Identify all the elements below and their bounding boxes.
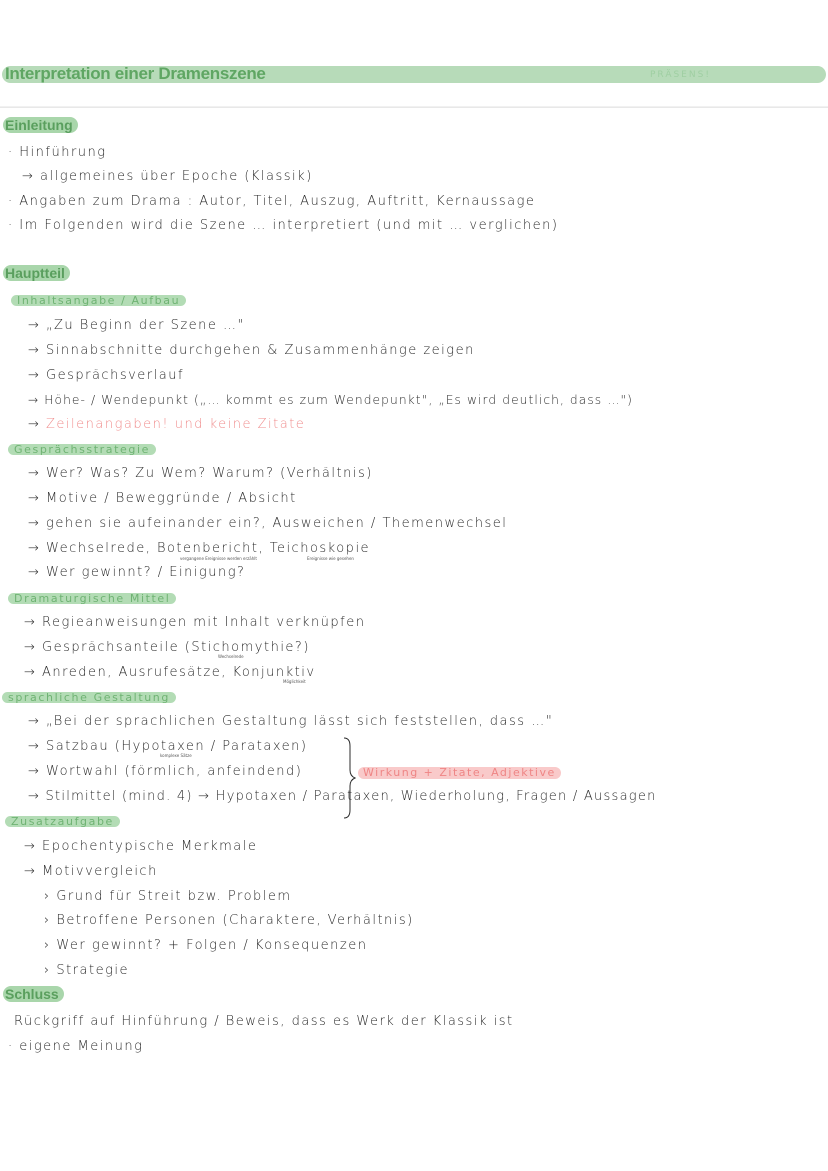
strategie-line-5: → Wer gewinnt? / Einigung? <box>28 565 246 580</box>
einleitung-line-4: · Im Folgenden wird die Szene … interpretiert (und mit … verglichen) <box>8 218 559 233</box>
einleitung-line-1: · Hinführung <box>8 145 107 160</box>
heading-hauptteil: Hauptteil <box>3 265 70 281</box>
zusatz-line-4: › Betroffene Personen (Charaktere, Verhältnis) <box>44 913 414 928</box>
sprache-line-1: → „Bei der sprachlichen Gestaltung lässt sich feststellen, dass …" <box>28 714 554 729</box>
zusatz-line-2: → Motivvergleich <box>24 864 158 879</box>
dramaturgie-line-1: → Regieanweisungen mit Inhalt verknüpfen <box>24 615 366 630</box>
annotation-hypotaxen: komplexe Sätze <box>160 753 192 758</box>
arrow-icon: → <box>28 417 47 432</box>
subheading-inhaltsangabe: Inhaltsangabe / Aufbau <box>11 295 186 306</box>
zusatz-line-6: › Strategie <box>44 963 129 978</box>
bracket-note-wirkung: Wirkung + Zitate, Adjektive <box>358 767 561 779</box>
inhalt-line-2: → Sinnabschnitte durchgehen & Zusammenhänge zeigen <box>28 343 475 358</box>
annotation-teichoskopie: Ereignisse wie gesehen <box>307 556 354 561</box>
zusatz-line-5: › Wer gewinnt? + Folgen / Konsequenzen <box>44 938 368 953</box>
heading-schluss: Schluss <box>3 986 64 1002</box>
einleitung-line-3: · Angaben zum Drama : Autor, Titel, Auszug, Auftritt, Kernaussage <box>8 194 536 209</box>
zusatz-line-3: › Grund für Streit bzw. Problem <box>44 889 292 904</box>
inhalt-line-4: → Höhe- / Wendepunkt („… kommt es zum Wendepunkt", „Es wird deutlich, dass …") <box>28 393 634 407</box>
dramaturgie-line-3: → Anreden, Ausrufesätze, Konjunktiv <box>24 665 316 680</box>
heading-einleitung: Einleitung <box>3 117 78 133</box>
dramaturgie-line-2: → Gesprächsanteile (Stichomythie?) <box>24 640 310 655</box>
inhalt-line-3: → Gesprächsverlauf <box>28 368 185 383</box>
title-note-praesens: PRÄSENS! <box>650 70 711 80</box>
page-title: Interpretation einer Dramenszene <box>5 64 266 83</box>
schluss-line-2: · eigene Meinung <box>8 1039 144 1054</box>
strategie-line-2: → Motive / Beweggründe / Absicht <box>28 491 297 506</box>
sprache-line-4: → Stilmittel (mind. 4) → Hypotaxen / Parataxen, Wiederholung, Fragen / Aussagen <box>28 789 657 804</box>
curly-brace-icon <box>342 736 356 820</box>
subheading-dramaturgische-mittel: Dramaturgische Mittel <box>8 593 176 604</box>
strategie-line-3: → gehen sie aufeinander ein?, Ausweichen / Themenwechsel <box>28 516 508 531</box>
inhalt-line-1: → „Zu Beginn der Szene …" <box>28 318 245 333</box>
annotation-konjunktiv: Möglichkeit <box>283 679 306 684</box>
schluss-line-1: Rückgriff auf Hinführung / Beweis, dass es Werk der Klassik ist <box>14 1014 514 1029</box>
subheading-gespraechsstrategie: Gesprächsstrategie <box>8 444 156 455</box>
warning-note-zeilenangaben: Zeilenangaben! und keine Zitate <box>46 417 306 432</box>
page-bottom-margin <box>0 1127 828 1171</box>
sprache-line-2: → Satzbau (Hypotaxen / Parataxen) <box>28 739 308 754</box>
annotation-botenbericht: vergangene Ereignisse werden erzählt <box>180 556 257 561</box>
sprache-line-3: → Wortwahl (förmlich, anfeindend) <box>28 764 303 779</box>
einleitung-line-2: → allgemeines über Epoche (Klassik) <box>22 169 313 184</box>
inhalt-line-5 <box>28 417 305 433</box>
subheading-zusatzaufgabe: Zusatzaufgabe <box>5 816 120 827</box>
zusatz-line-1: → Epochentypische Merkmale <box>24 839 258 854</box>
strategie-line-4: → Wechselrede, Botenbericht, Teichoskopie <box>28 541 371 556</box>
strategie-line-1: → Wer? Was? Zu Wem? Warum? (Verhältnis) <box>28 466 373 481</box>
subheading-sprachliche-gestaltung: sprachliche Gestaltung <box>2 692 176 703</box>
annotation-stichomythie: Wechselrede <box>218 654 244 659</box>
